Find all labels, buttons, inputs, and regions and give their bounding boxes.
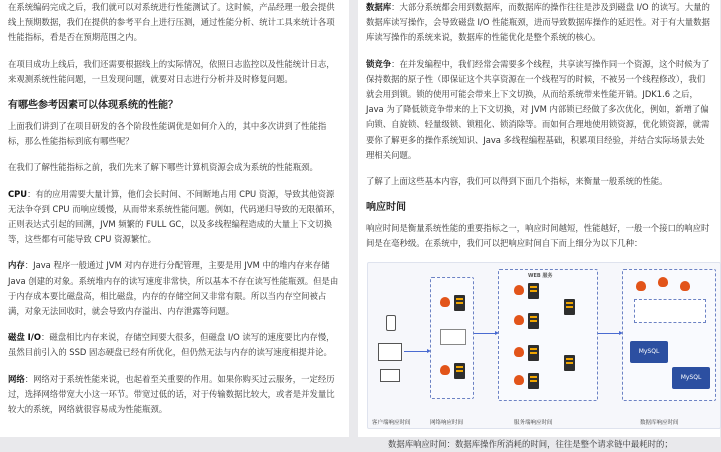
right-page <box>358 0 720 449</box>
app-server-icon <box>528 283 539 299</box>
summary-paragraph: 了解了上面这些基本内容，我们可以得到下面几个指标，来衡量一般系统的性能。 <box>366 176 668 187</box>
cpu-paragraph <box>8 187 341 248</box>
gateway-server-icon <box>454 363 465 379</box>
web-server-icon <box>514 285 524 295</box>
gateway-server-icon <box>454 295 465 311</box>
network-paragraph <box>8 372 341 418</box>
service-label: WEB 服务 <box>528 272 553 279</box>
lock-text: ：在并发编程中，我们经常会需要多个线程，共享读写操作同一个资源，这个时候为了保持数据的原子性（即保证这个共享资源在一个线程写的时候，不被另一个线程修改），我们就会用到锁。锁的使用可能会带来上下文切换，从而给系统带来性能开销。JDK1.6 之后，Java 为了降低锁竞争带来的上下文切换，对 JVM 内部锁已经做了多次优化，例如，新增了偏向锁、自旋锁、轻量级锁、锁粗化、锁消除等。而如何合理地使用锁资源，优化锁资源，就需要你了解更多的操作系统知识、Java 多线程编程基础，积累项目经验，并结合实际场景去处理相关问题。 <box>366 58 710 160</box>
app-server-icon <box>564 299 575 315</box>
section-heading-factors: 有哪些参考因素可以体现系统的性能？ <box>8 100 178 112</box>
disk-io-text: ：磁盘相比内存来说，存储空间要大很多，但磁盘 I/O 读写的速度要比内存慢，虽然目前引入的 SSD 固态硬盘已经有所优化，但仍然无法与内存的读写速度相提并论。 <box>8 332 335 358</box>
cache-icon <box>658 277 668 287</box>
memory-text: ：Java 程序一般通过 JVM 对内存进行分配管理，主要是用 JVM 中的堆内存来存储 Java 创建的对象。系统堆内存的读写速度非常快，所以基本不存在读写性能瓶颈。但是由于内存成本要比磁盘高，相比磁盘，内存的存储空间又非常有限。所以当内存空间被占满，对象无法回收时，就会导致内存溢出、内存泄露等问题。 <box>8 260 339 317</box>
service-box <box>498 269 598 401</box>
gateway-arrow <box>474 333 496 334</box>
caption-server: 服务端响应时间 <box>514 419 553 426</box>
app-server-icon <box>528 345 539 361</box>
desktop-icon <box>378 343 402 361</box>
caption-network: 网络响应时间 <box>430 419 464 426</box>
disk-io-term: 磁盘 I/O <box>8 332 41 343</box>
factors-paragraph-2: 在我们了解性能指标之前，我们先来了解下哪些计算机资源会成为系统的性能瓶颈。 <box>8 162 318 173</box>
left-page <box>0 0 349 437</box>
response-time-paragraph: 响应时间是衡量系统性能的重要指标之一，响应时间越短，性能越好，一般一个接口的响应时间是在毫秒级。在系统中，我们可以把响应时间自下而上细分为以下几种： <box>366 223 710 249</box>
response-time-diagram <box>367 262 721 429</box>
intro-paragraph-2: 在项目成功上线后，我们还需要根据线上的实际情况，依照日志监控以及性能统计日志，来观测系统性能问题，一旦发现问题，就要对日志进行分析并及时修复问题。 <box>8 58 335 84</box>
lb-icon <box>440 329 466 345</box>
network-term: 网络 <box>8 373 25 384</box>
lock-term: 锁竞争 <box>366 58 392 69</box>
mysql-icon: MySQL <box>630 341 668 363</box>
caption-database: 数据库响应时间 <box>640 419 679 426</box>
web-server-icon <box>514 375 524 385</box>
database-text: ：大部分系统都会用到数据库，而数据库的操作往往是涉及到磁盘 I/O 的读写。大量的数据库读写操作，会导致磁盘 I/O 性能瓶颈，进而导致数据库操作的延迟性。对于有大量数据库读写操作的系统来说，数据库的性能优化是整个系统的核心。 <box>366 2 710 43</box>
service-arrow <box>598 333 620 334</box>
memory-term: 内存 <box>8 260 25 271</box>
cpu-term: CPU <box>8 188 28 199</box>
client-arrow <box>404 351 428 352</box>
cpu-text: ：有的应用需要大量计算，他们会长时间、不间断地占用 CPU 资源，导致其他资源无法争夺到 CPU 而响应缓慢，从而带来系统性能问题。例如，代码递归导致的无限循环，正则表达式引起的回溯，JVM 频繁的 FULL GC，以及多线程编程造成的大量上下文切换等，这些都有可能导致 CPU 资源繁忙。 <box>8 188 341 245</box>
lock-paragraph <box>366 57 712 163</box>
nginx-icon <box>440 297 450 307</box>
factors-paragraph-1: 上面我们讲到了在项目研发的各个阶段性能调优是如何介入的，其中多次讲到了性能指标，那么性能指标到底有哪些呢？ <box>8 121 327 147</box>
mysql-icon: MySQL <box>672 367 710 389</box>
web-server-icon <box>514 315 524 325</box>
laptop-icon <box>380 369 400 382</box>
phone-icon <box>386 315 396 331</box>
cache-cluster-box <box>634 299 706 323</box>
cache-icon <box>680 281 690 291</box>
disk-io-paragraph <box>8 330 341 360</box>
cache-icon <box>636 281 646 291</box>
section-heading-response-time: 响应时间 <box>366 202 406 214</box>
web-server-icon <box>514 347 524 357</box>
database-paragraph <box>366 0 712 46</box>
memory-paragraph <box>8 258 341 319</box>
network-text: ：网络对于系统性能来说，也起着至关重要的作用。如果你购买过云服务，一定经历过，选择网络带宽大小这一环节。带宽过低的话，对于传输数据比较大，或者是并发量比较大的系统，网络就很容易成为性能瓶颈。 <box>8 373 335 415</box>
intro-paragraph-1: 在系统编码完成之后，我们就可以对系统进行性能测试了。这时候，产品经理一般会提供线上预期数据，我们在提供的参考平台上进行压测，通过性能分析、统计工具来统计各项性能指标，看是否在预期范围之内。 <box>8 2 335 43</box>
nginx-icon <box>440 365 450 375</box>
database-term: 数据库 <box>366 2 392 12</box>
caption-client: 客户端响应时间 <box>372 419 411 426</box>
app-server-icon <box>528 313 539 329</box>
db-response-paragraph: 数据库响应时间：数据库操作所消耗的时间，往往是整个请求链中最耗时的； <box>388 438 673 449</box>
app-server-icon <box>564 355 575 371</box>
app-server-icon <box>528 373 539 389</box>
